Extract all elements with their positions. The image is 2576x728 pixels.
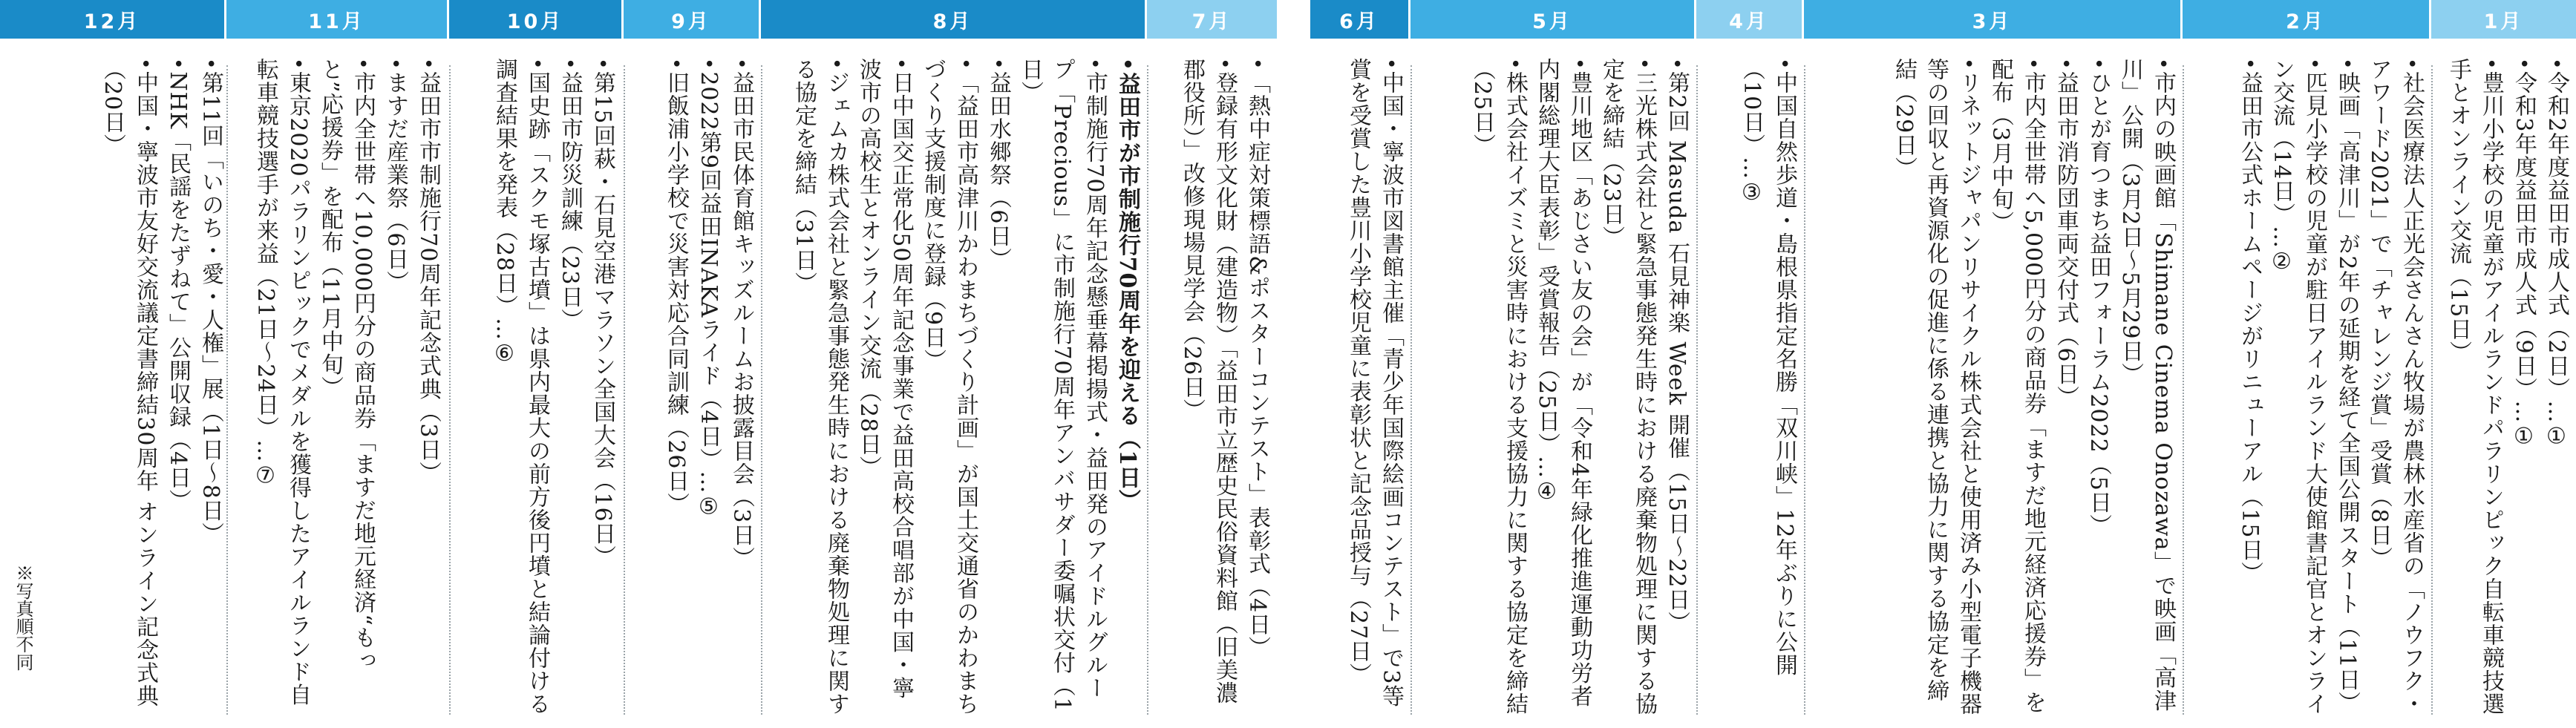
event-entry: • 第2回 Masuda 石見神楽 Week 開催（15日～22日） — [1660, 58, 1693, 718]
month-header-jun: 6月 — [1310, 0, 1410, 39]
month-divider — [449, 65, 451, 715]
month-header-row-left — [0, 0, 1277, 39]
month-header-apr: 4月 — [1696, 0, 1804, 39]
event-entry: • 中国自然歩道・島根県指定名勝「双川峡」12年ぶりに公開（10日）…③ — [1736, 58, 1800, 718]
event-entry: • 市制施行70周年記念懸垂幕掲揚式・益田発のアイドルグループ「Precious」に市制施行70周年アンバサダー委嘱状交付（1日） — [1014, 58, 1111, 718]
event-entry-highlight: • 益田市が市制施行70周年を迎える（1日） — [1111, 58, 1143, 718]
timeline-panel-right — [1310, 0, 2576, 728]
event-entry: • 登録有形文化財（建造物）「益田市立歴史民俗資料館（旧美濃郡役所）」改修現場見学会（26日） — [1176, 58, 1240, 718]
event-entry: • 第11回「いのち・愛・人権」展（1日～8日） — [194, 58, 226, 718]
event-entry: • 益田市消防団車両交付式（6日） — [2049, 58, 2082, 718]
month-divider — [2183, 65, 2184, 715]
event-entry: • 中国・寧波市友好交流議定書締結30周年 オンライン記念式典（20日） — [97, 58, 161, 718]
month-divider — [624, 65, 625, 715]
month-header-sep: 9月 — [624, 0, 761, 39]
event-entry: • 市内全世帯へ5,000円分の商品券「ますだ地元経済応援券」を配布（3月中旬） — [1984, 58, 2049, 718]
event-entry: • NHK「民謡をたずねて」公開収録（4日） — [161, 58, 194, 718]
event-entry: • 令和3年度益田市成人式（9日）…① — [2507, 58, 2540, 718]
event-entry: • 益田水郷祭（6日） — [981, 58, 1014, 718]
event-entry: • 映画「高津川」が2年の延期を経て全国公開スタート（11日） — [2330, 58, 2363, 718]
month-section-apr — [1704, 58, 1800, 718]
event-entry: • 東京2020パラリンピックでメダルを獲得したアイルランド自転車競技選手が来益（21日～24日）…⑦ — [249, 58, 314, 718]
month-divider — [1147, 65, 1148, 715]
month-header-aug: 8月 — [761, 0, 1147, 39]
event-entry: • 第15回萩・石見空港マラソン全国大会（16日） — [586, 58, 618, 718]
month-section-jan — [2439, 58, 2572, 718]
month-section-dec — [30, 58, 226, 718]
event-entry: • 匹見小学校の児童が駐日アイルランド大使館書記官とオンライン交流（14日）…② — [2266, 58, 2330, 718]
month-header-jul: 7月 — [1147, 0, 1277, 39]
month-section-oct — [457, 58, 618, 718]
month-section-feb — [2190, 58, 2428, 718]
event-entry: • リネットジャパンリサイクル株式会社と使用済み小型電子機器等の回収と再資源化の促進に係る連携と協力に関する協定を締結（29日） — [1888, 58, 1984, 718]
month-header-row-right — [1310, 0, 2576, 39]
event-entry: • 中国・寧波市図書館主催「青少年国際絵画コンテスト」で3等賞を受賞した豊川小学校児童に表彰状と記念品授与（27日） — [1342, 58, 1407, 718]
event-entry: • 令和2年度益田市成人式（2日）…① — [2540, 58, 2572, 718]
event-entry: • 株式会社イズミと災害時における支援協力に関する協定を締結（25日） — [1466, 58, 1531, 718]
month-divider — [226, 65, 228, 715]
month-header-oct: 10月 — [449, 0, 624, 39]
timeline-panel-left — [0, 0, 1277, 728]
month-header-dec: 12月 — [0, 0, 226, 39]
month-section-may — [1418, 58, 1693, 718]
month-divider — [2431, 65, 2433, 715]
month-section-jun — [1318, 58, 1407, 718]
event-entry: • 豊川小学校の児童がアイルランドパラリンピック自転車競技選手とオンライン交流（15日） — [2442, 58, 2507, 718]
event-entry: • 豊川地区「あじさい友の会」が「令和4年緑化推進運動功労者内閣総理大臣表彰」受賞報告（25日）…④ — [1531, 58, 1595, 718]
event-entry: • 日中国交正常化50周年記念事業で益田高校合唱部が中国・寧波市の高校生とオンライン交流（28日） — [852, 58, 917, 718]
event-entry: • 「熱中症対策標語&ポスターコンテスト」表彰式（4日） — [1240, 58, 1273, 718]
event-entry: • ひとが育つまち益田フォーラム2022（5日） — [2082, 58, 2114, 718]
event-entry: • 益田市市制施行70周年記念式典（3日） — [411, 58, 444, 718]
event-entry: • 益田市民体育館キッズルームお披露目会（3日） — [725, 58, 757, 718]
footnote: ※写真順不同 — [13, 564, 33, 671]
event-entry: • 国史跡「スクモ塚古墳」は県内最大の前方後円墳と結論付ける調査結果を発表（28日）…⑥ — [488, 58, 553, 718]
month-divider — [1696, 65, 1698, 715]
event-entry: • 「益田市高津川かわまちづくり計画」が国土交通省のかわまちづくり支援制度に登録（9日） — [917, 58, 981, 718]
month-section-jul — [1154, 58, 1273, 718]
event-entry: • 市内全世帯へ10,000円分の商品券「ますだ地元経済“もっと”応援券」を配布（11月中旬） — [314, 58, 379, 718]
month-header-may: 5月 — [1410, 0, 1696, 39]
month-section-sep — [631, 58, 757, 718]
event-entry: • 市内の映画館「Shimane Cinema Onozawa」で映画「高津川」公開（3月2日～5月29日） — [2114, 58, 2179, 718]
event-entry: • 社会医療法人正光会さんさん牧場が農林水産省の「ノウフク・アワード2021」で「チャレンジ賞」受賞（8日） — [2363, 58, 2428, 718]
month-header-jan: 1月 — [2431, 0, 2576, 39]
event-entry: • ますだ産業祭（6日） — [379, 58, 411, 718]
event-entry: • 旧飯浦小学校で災害対応合同訓練（26日） — [659, 58, 692, 718]
month-divider — [1804, 65, 1805, 715]
month-divider — [761, 65, 762, 715]
month-header-mar: 3月 — [1804, 0, 2183, 39]
event-entry: • 益田市防災訓練（23日） — [553, 58, 586, 718]
month-section-aug — [768, 58, 1143, 718]
month-header-feb: 2月 — [2183, 0, 2431, 39]
month-section-nov — [236, 58, 444, 718]
event-entry: • 三光株式会社と緊急事態発生時における廃棄物処理に関する協定を締結（23日） — [1595, 58, 1660, 718]
month-section-mar — [1811, 58, 2179, 718]
month-header-nov: 11月 — [226, 0, 449, 39]
event-entry: • 益田市公式ホームページがリニューアル（15日） — [2233, 58, 2266, 718]
event-entry: • ジェムカ株式会社と緊急事態発生時における廃棄物処理に関する協定を締結（31日） — [788, 58, 852, 718]
month-divider — [1410, 65, 1412, 715]
event-entry: • 2022第9回益田INAKAライド（4日）…⑤ — [692, 58, 725, 718]
